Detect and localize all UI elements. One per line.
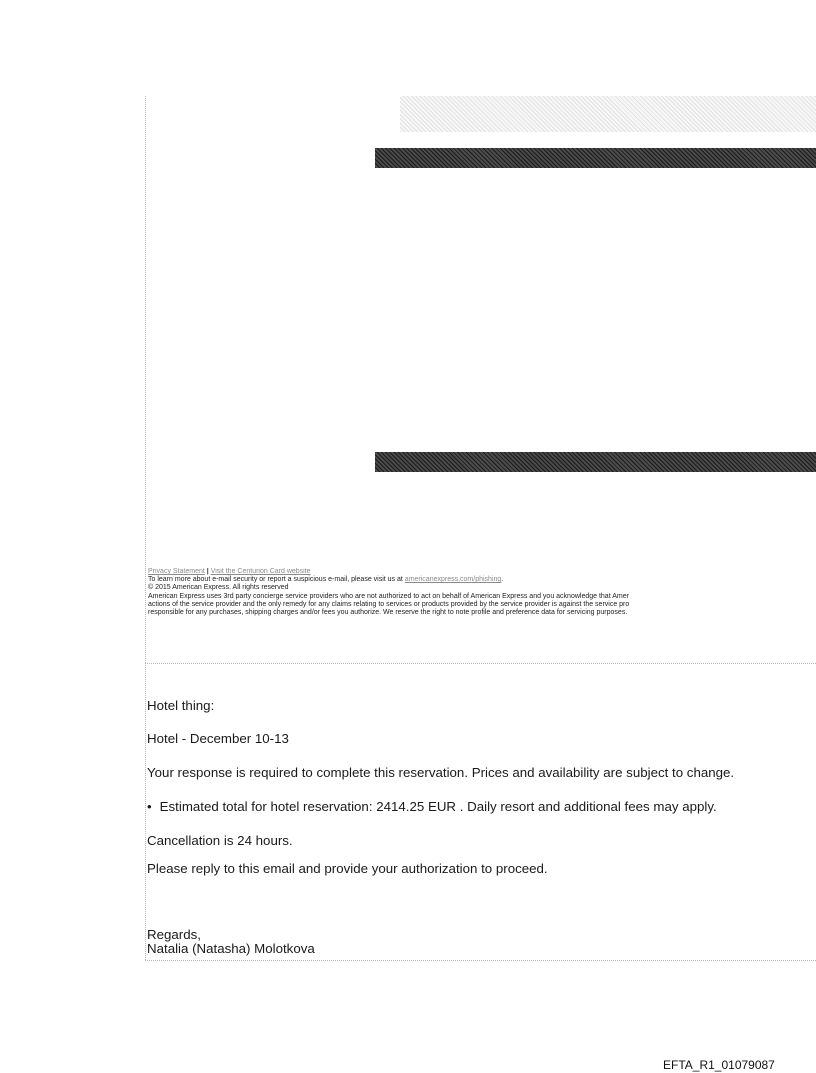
email-frame-divider [145, 663, 816, 664]
closing-text: Regards, [147, 927, 201, 942]
document-id: EFTA_R1_01079087 [663, 1058, 775, 1072]
privacy-statement-link[interactable]: Privacy Statement [148, 568, 205, 575]
phishing-link[interactable]: americanexpress.com/phishing [404, 576, 502, 584]
sender-signature: Natalia (Natasha) Molotkova [147, 941, 315, 956]
disclaimer-line-2: actions of the service provider and the only remedy for any claims relating to services or products provided by the service provider is against the service pro [148, 600, 630, 608]
security-end: . [501, 576, 504, 584]
link-separator: | [206, 568, 209, 575]
copyright-text: © 2015 American Express. All rights reserved [148, 584, 289, 592]
message-frame-bottom-border [145, 960, 816, 961]
message-frame-left-border [145, 663, 146, 960]
email-frame-left-border [145, 96, 146, 663]
estimated-total-item [147, 799, 717, 814]
email-footer [148, 568, 816, 617]
footer-links [148, 568, 816, 576]
centurion-website-link[interactable]: Visit the Centurion Card website [210, 568, 311, 575]
estimated-total-text: Estimated total for hotel reservation: 2414.25 EUR . Daily resort and additional fees may apply. [159, 799, 717, 814]
disclaimer-line-1: American Express uses 3rd party concierge service providers who are not authorized to act on behalf of American Express and you acknowledge that Amer [148, 592, 629, 600]
response-required-text: Your response is required to complete this reservation. Prices and availability are subject to change. [147, 765, 735, 780]
message-heading: Hotel thing: [147, 698, 215, 713]
bullet-icon: • [147, 799, 152, 814]
redacted-header-block [400, 96, 816, 132]
authorization-request: Please reply to this email and provide your authorization to proceed. [147, 861, 548, 876]
disclaimer-line-3: responsible for any purchases, shipping charges and/or fees you authorize. We reserve the right to note profile and preference data for servicing purposes. [148, 609, 628, 617]
security-text: To learn more about e-mail security or report a suspicious e-mail, please visit us at [148, 576, 403, 584]
cancellation-text: Cancellation is 24 hours. [147, 833, 293, 848]
hotel-dates: Hotel - December 10-13 [147, 731, 289, 746]
redaction-bar-top [375, 148, 816, 168]
redaction-bar-bottom [375, 452, 816, 472]
